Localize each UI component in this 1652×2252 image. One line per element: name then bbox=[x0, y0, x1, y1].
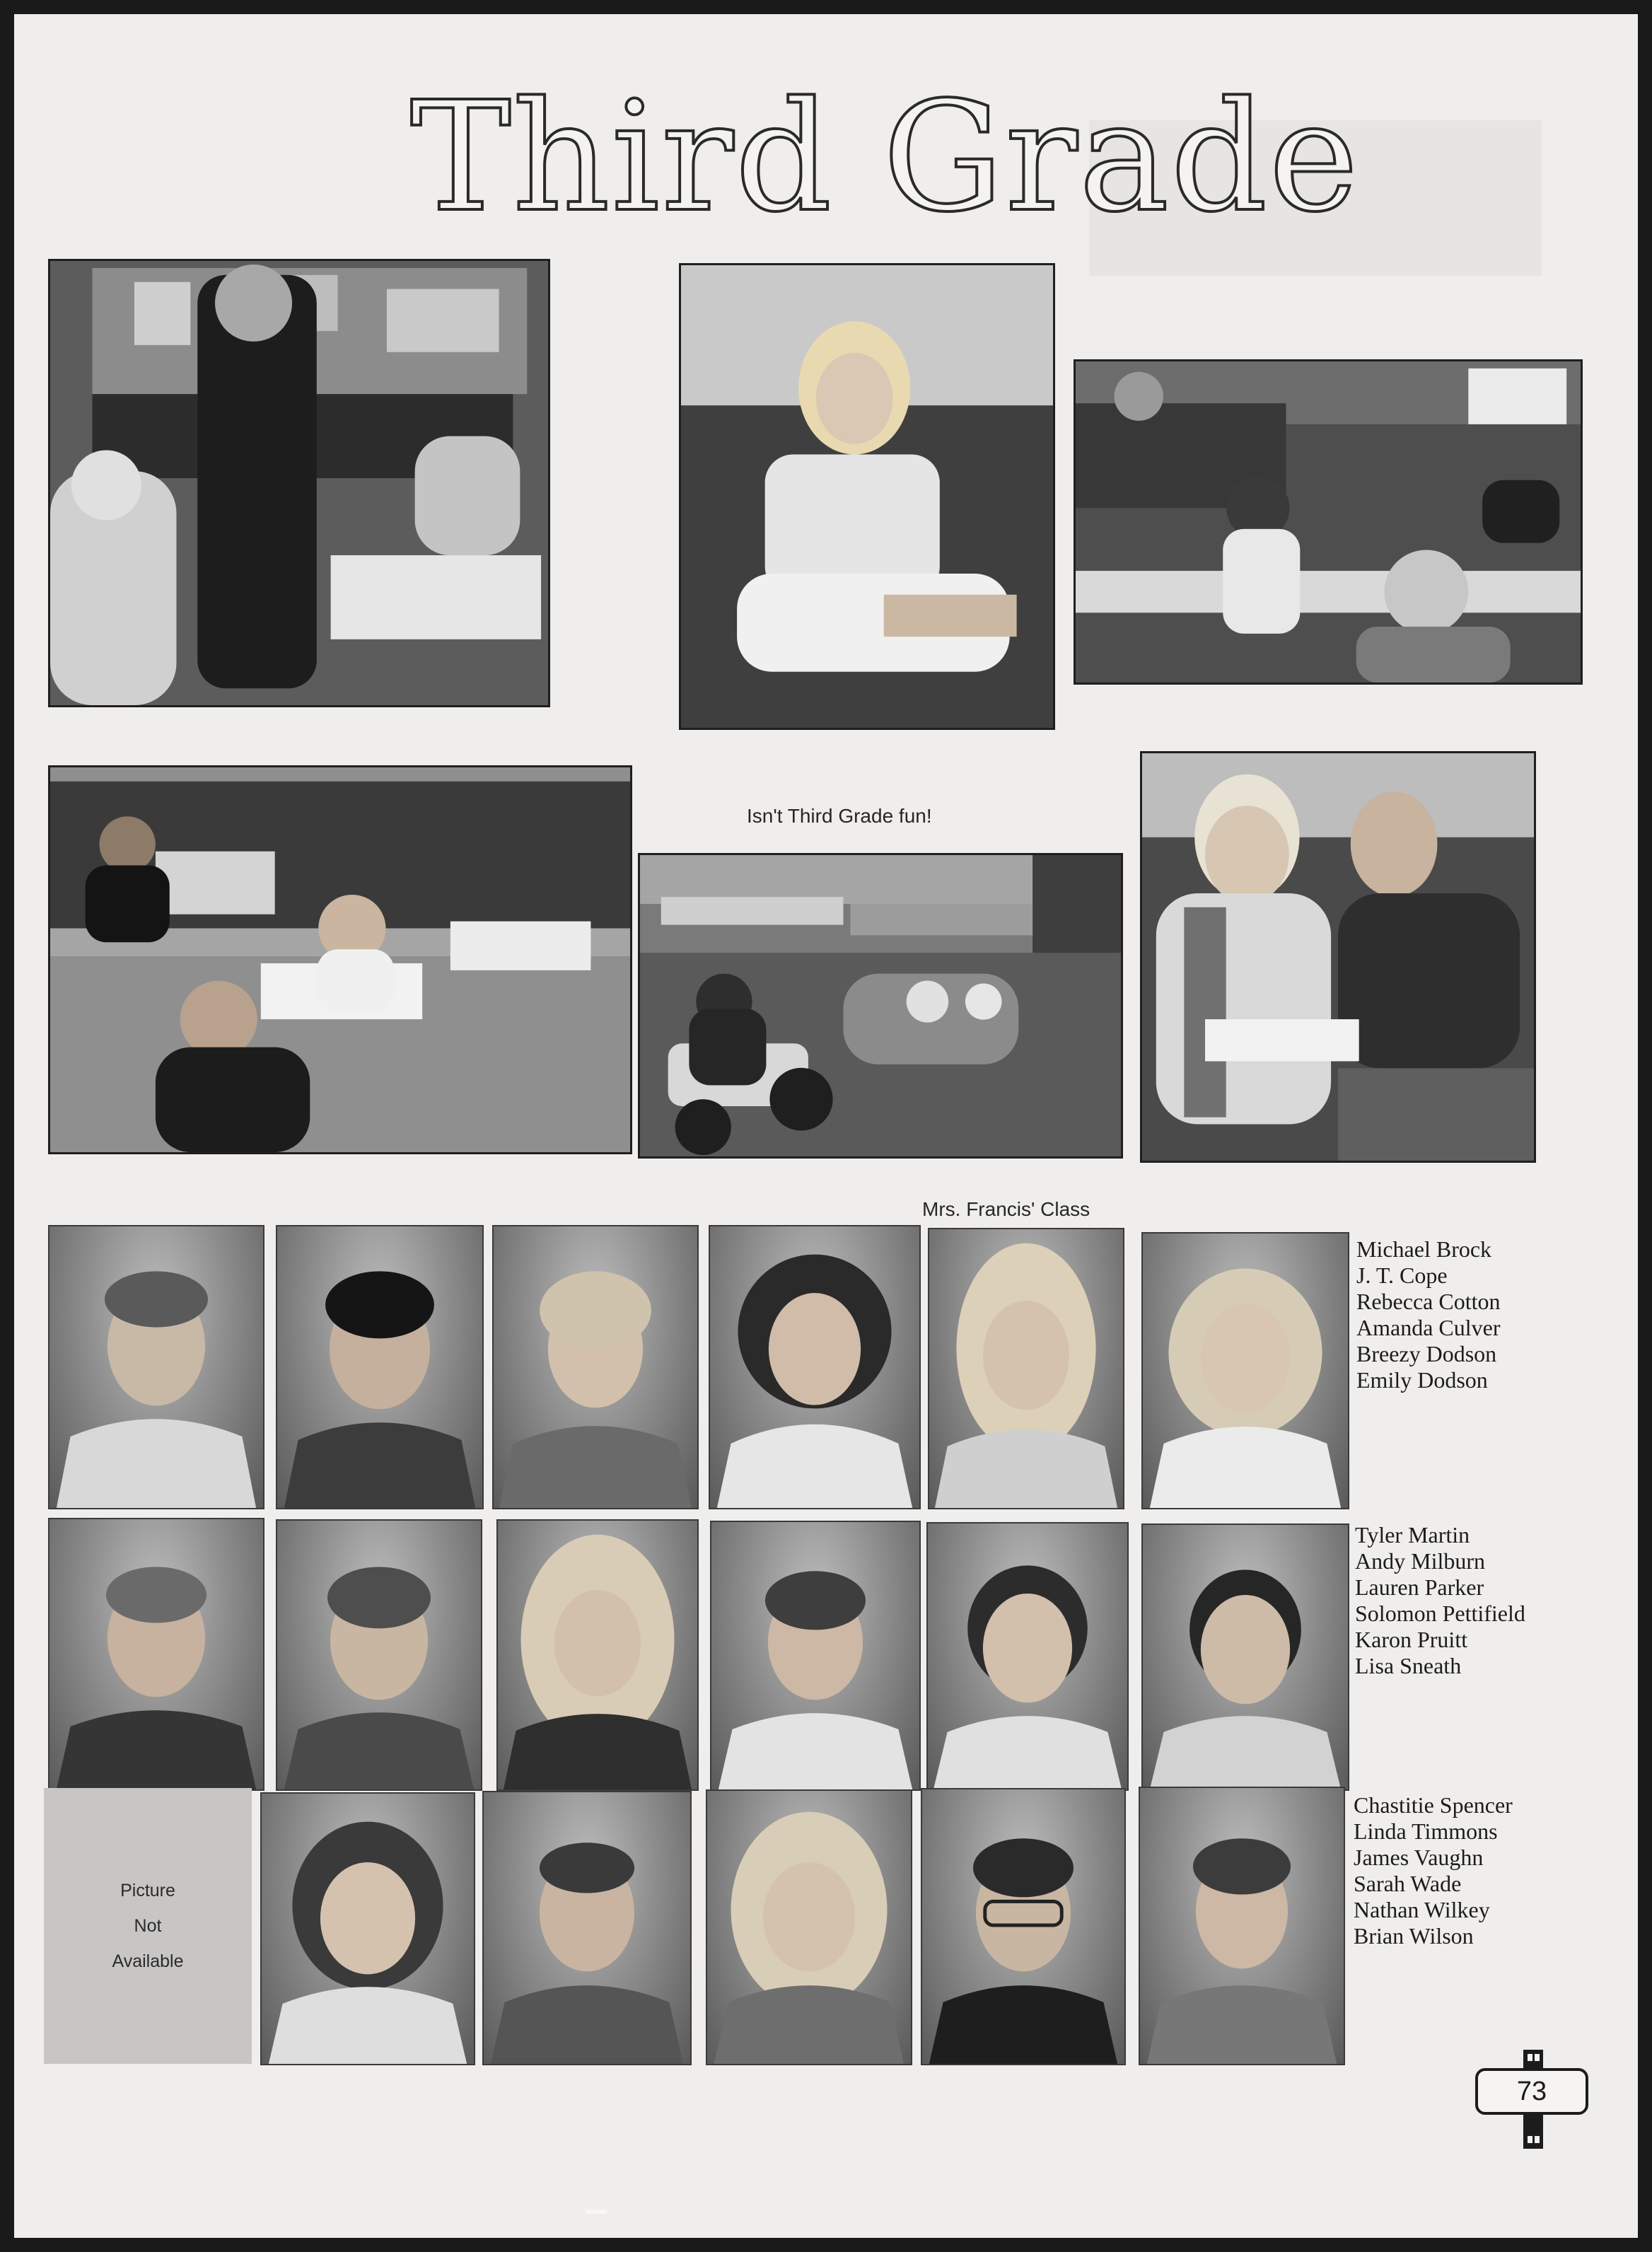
student-name: Andy Milburn bbox=[1355, 1548, 1485, 1574]
name-list-row-2 bbox=[1355, 1522, 1525, 1679]
tractor-train-photo bbox=[638, 853, 1123, 1159]
student-name: Nathan Wilkey bbox=[1354, 1897, 1490, 1922]
page-number: 73 bbox=[1475, 2068, 1588, 2115]
portrait bbox=[928, 1228, 1124, 1509]
classroom-desks-photo bbox=[1074, 359, 1583, 685]
portrait bbox=[48, 1225, 264, 1509]
girl-sitting-photo bbox=[679, 263, 1055, 730]
name-list-row-1 bbox=[1356, 1236, 1501, 1393]
student-name: Emily Dodson bbox=[1356, 1367, 1488, 1393]
portrait bbox=[706, 1789, 912, 2065]
two-boys-reading-photo bbox=[1140, 751, 1536, 1163]
portrait bbox=[1141, 1523, 1349, 1791]
name-list-row-3 bbox=[1354, 1792, 1513, 1949]
portrait bbox=[921, 1788, 1126, 2065]
portrait bbox=[276, 1225, 484, 1509]
portrait bbox=[496, 1519, 699, 1791]
student-name: Amanda Culver bbox=[1356, 1315, 1501, 1340]
scan-mark bbox=[586, 2210, 607, 2214]
student-name: Michael Brock bbox=[1356, 1236, 1492, 1262]
photo-caption: Isn't Third Grade fun! bbox=[747, 805, 932, 827]
portrait bbox=[482, 1791, 692, 2065]
student-name: Breezy Dodson bbox=[1356, 1341, 1497, 1366]
student-name: Lisa Sneath bbox=[1355, 1653, 1462, 1678]
yearbook-page bbox=[14, 14, 1638, 2238]
placeholder-text: Available bbox=[112, 1951, 184, 1971]
student-name: Sarah Wade bbox=[1354, 1871, 1462, 1896]
portrait bbox=[276, 1519, 482, 1791]
class-caption: Mrs. Francis' Class bbox=[922, 1198, 1090, 1220]
portrait bbox=[1139, 1787, 1345, 2065]
portrait bbox=[1141, 1232, 1349, 1509]
portrait bbox=[926, 1522, 1129, 1791]
picture-not-available-placeholder bbox=[44, 1788, 252, 2064]
portrait bbox=[260, 1792, 475, 2065]
portrait bbox=[709, 1225, 921, 1509]
classroom-teacher-photo bbox=[48, 259, 550, 707]
student-name: Chastitie Spencer bbox=[1354, 1792, 1513, 1818]
student-name: J. T. Cope bbox=[1356, 1263, 1448, 1288]
portrait bbox=[492, 1225, 699, 1509]
portrait bbox=[710, 1521, 921, 1791]
student-name: Brian Wilson bbox=[1354, 1923, 1474, 1949]
student-name: Tyler Martin bbox=[1355, 1522, 1470, 1548]
student-name: Karon Pruitt bbox=[1355, 1627, 1468, 1652]
student-name: Linda Timmons bbox=[1354, 1818, 1498, 1844]
placeholder-text: Picture bbox=[120, 1881, 175, 1900]
student-name: Solomon Pettifield bbox=[1355, 1601, 1525, 1626]
placeholder-text: Not bbox=[134, 1916, 162, 1936]
portrait bbox=[48, 1518, 264, 1791]
page-title: Third Grade bbox=[410, 69, 1360, 245]
student-name: James Vaughn bbox=[1354, 1845, 1484, 1870]
student-name: Lauren Parker bbox=[1355, 1574, 1484, 1600]
students-at-desks-photo bbox=[48, 765, 632, 1154]
student-name: Rebecca Cotton bbox=[1356, 1289, 1501, 1314]
